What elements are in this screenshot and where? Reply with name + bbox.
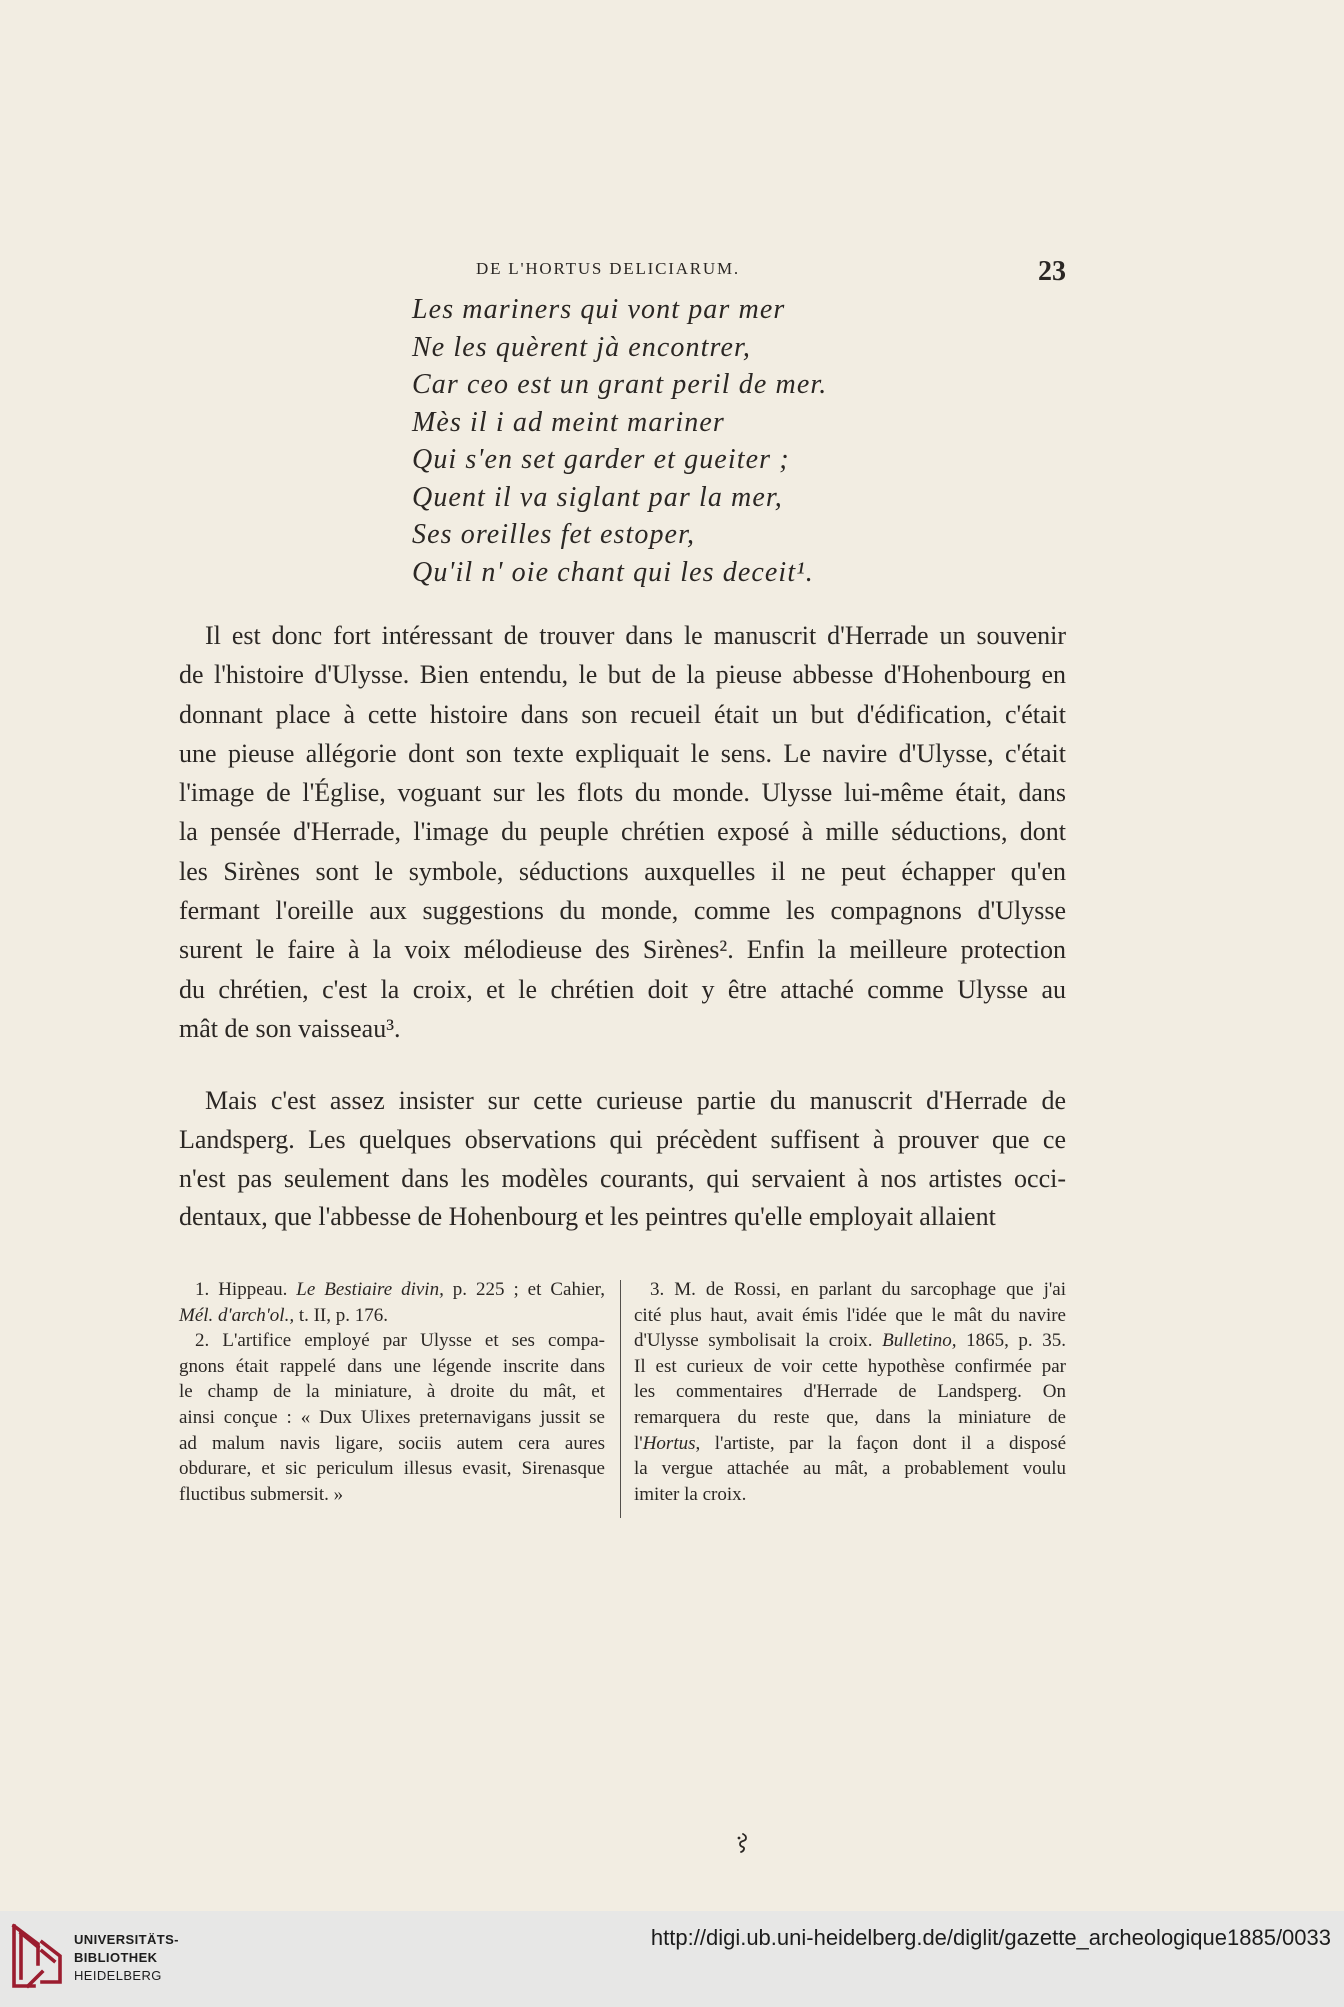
footnote-text: ainsi conçue : « Dux Ulixes preternavigans jussit se [179,1406,605,1428]
footnote-text: , l'artiste, par la façon dont il a disposé [695,1432,1066,1454]
footnote-line [634,1482,1066,1508]
text-line: l'image de l'Église, voguant sur les flots du monde. Ulysse lui-même était, dans [179,778,1066,808]
footnote-text: remarquera du reste que, dans la miniature de [634,1406,1066,1428]
footnote-text: d'Ulysse symbolisait la croix. [634,1330,883,1352]
poem-line: Ne les quèrent jà encontrer, [412,331,751,363]
footnote-text: cité plus haut, avait émis l'idée que le mât du navire [634,1304,1066,1326]
library-name-line: BIBLIOTHEK [74,1950,158,1965]
footnote-text: imiter la croix. [634,1483,747,1505]
footnote [179,1328,605,1507]
body-paragraph [179,616,1066,1048]
footnote-line [179,1379,605,1405]
footnote-line [179,1456,605,1482]
poem-line: Ses oreilles fet estoper, [412,519,696,550]
footnote-text: les commentaires d'Herrade de Landsperg. On [634,1381,1066,1403]
footnote-text: 3. M. de Rossi, en parlant du sarcophage que j'ai [650,1279,1066,1300]
running-header-title: DE L'HORTUS DELICIARUM. [476,259,740,278]
italic-title: Mél. d'arch'ol., [179,1304,295,1326]
text-line: fermant l'oreille aux suggestions du monde, comme les compagnons d'Ulysse [179,896,1066,926]
footnote-text: 2. L'artifice employé par Ulysse et ses compa- [195,1330,605,1352]
footnote-line [179,1303,605,1329]
text-line: dentaux, que l'abbesse de Hohenbourg et les peintres qu'elle employait allaient [179,1202,996,1232]
text-line: Mais c'est assez insister sur cette curieuse partie du manuscrit d'Herrade de [205,1086,1066,1115]
footnote-line [179,1328,605,1354]
footnote [179,1277,605,1328]
footer-bar [0,1911,1344,2007]
footnote-line [634,1354,1066,1380]
text-line: donnant place à cette histoire dans son recueil était un but d'édification, c'était [179,699,1066,729]
italic-title: Le Bestiaire divin, [296,1279,444,1300]
footnote-text: gnons était rappelé dans une légende inscrite dans [179,1355,605,1377]
footnote-line [634,1379,1066,1405]
library-logo-icon [8,1920,66,1999]
footnote-line [634,1456,1066,1482]
poem-line: Mès il i ad meint mariner [412,406,725,438]
footnote-line [634,1328,1066,1354]
footnote-text: ad malum navis ligare, sociis autem cera aures [179,1432,605,1454]
text-line: du chrétien, c'est la croix, et le chrétien doit y être attaché comme Ulysse au [179,974,1066,1004]
footnote-column-divider [620,1280,621,1518]
text-line: Landsperg. Les quelques observations qui précèdent suffisent à prouver que ce [179,1124,1066,1154]
footnote-line [179,1405,605,1431]
footnote-text: l' [634,1432,643,1454]
library-name-line: HEIDELBERG [74,1968,162,1983]
text-line: Il est donc fort intéressant de trouver dans le manuscrit d'Herrade un souvenir [205,621,1066,650]
footnote-text: p. 225 ; et Cahier, [443,1279,605,1300]
footnote-text: Il est curieux de voir cette hypothèse confirmée par [634,1355,1066,1377]
footnote-text: 1. Hippeau. [195,1279,297,1300]
library-name [74,1931,179,1985]
footnotes-left-column [179,1277,605,1507]
italic-title: Bulletino, [882,1330,957,1352]
poem-line: Qu'il n' oie chant qui les deceit¹. [412,556,814,588]
poem-line: Les mariners qui vont par mer [412,294,786,325]
text-line: de l'histoire d'Ulysse. Bien entendu, le but de la pieuse abbesse d'Hohenbourg en [179,660,1066,690]
footnote-line [179,1431,605,1457]
poem-line: Car ceo est un grant peril de mer. [412,369,828,400]
poem [412,291,827,591]
footnote-line [634,1277,1066,1303]
italic-title: Hortus [642,1432,696,1454]
permalink-url[interactable]: http://digi.ub.uni-heidelberg.de/diglit/gazette_archeologique1885/0033 [650,1925,1331,1950]
poem-line: Quent il va siglant par la mer, [412,481,783,513]
footnote-line [634,1431,1066,1457]
footnote [634,1277,1066,1507]
footnote-line [634,1405,1066,1431]
footnote-text: 1865, p. 35. [956,1330,1066,1352]
library-name-line: UNIVERSITÄTS- [74,1932,179,1947]
text-line: n'est pas seulement dans les modèles courants, qui servaient à nos artistes occi- [179,1163,1066,1193]
footnote-line [179,1354,605,1380]
text-line: surent le faire à la voix mélodieuse des Sirènes². Enfin la meilleure protection [179,935,1066,965]
body-paragraph [179,1082,1066,1237]
footnote-text: le champ de la miniature, à droite du mât, et [179,1381,605,1403]
footnote-text: fluctibus submersit. » [179,1483,344,1505]
footnote-text: obdurare, et sic periculum illesus evasit, Sirenasque [179,1458,605,1480]
poem-line: Qui s'en set garder et gueiter ; [412,444,790,475]
text-line: les Sirènes sont le symbole, séductions auxquelles il ne peut échapper qu'en [179,856,1066,886]
footnote-text: la vergue attachée au mât, a probablement voulu [634,1458,1066,1480]
text-line: une pieuse allégorie dont son texte expliquait le sens. Le navire d'Ulysse, c'était [179,738,1066,768]
text-line: la pensée d'Herrade, l'image du peuple chrétien exposé à mille séductions, dont [179,817,1066,847]
footnote-line [634,1303,1066,1329]
printer-flourish-icon [733,1832,751,1859]
footnote-line [179,1482,605,1508]
page-number: 23 [1038,256,1066,287]
footnote-line [179,1277,605,1303]
footnotes-right-column [634,1277,1066,1507]
footnote-text: t. II, p. 176. [294,1304,389,1326]
text-line: mât de son vaisseau³. [179,1013,401,1043]
